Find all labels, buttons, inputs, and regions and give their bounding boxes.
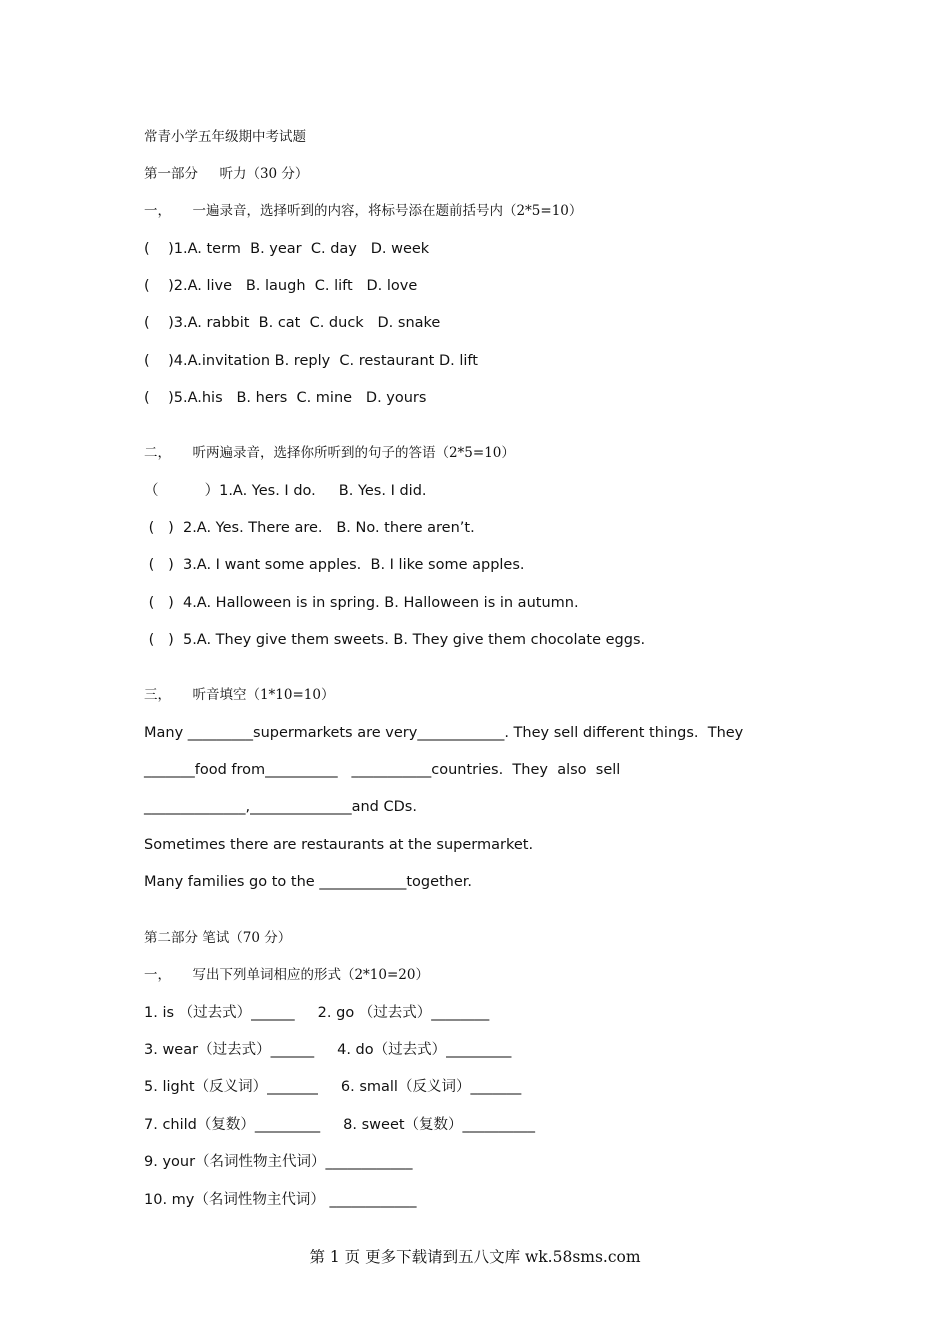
listening-choice-item: ( )5.A.his B. hers C. mine D. yours <box>144 390 427 406</box>
listening-choice-item: ( )1.A. term B. year C. day D. week <box>144 241 430 257</box>
response-choice-item: （ ）1.A. Yes. I do. B. Yes. I did. <box>144 483 427 499</box>
fill-blank-line: _______food from__________ ___________countries. They also sell <box>144 762 621 778</box>
page-title: 常青小学五年级期中考试题 <box>144 129 306 145</box>
word-form-item: 10. my（名词性物主代词） ____________ <box>144 1192 417 1208</box>
response-choice-item: ( ) 4.A. Halloween is in spring. B. Halloween is in autumn. <box>144 595 579 611</box>
fill-blank-line: Many families go to the ____________together. <box>144 874 473 890</box>
part2-heading: 第二部分 笔试（70 分） <box>144 930 292 946</box>
word-form-item: 1. is （过去式）______ 2. go （过去式）________ <box>144 1005 490 1021</box>
word-form-heading: 一， 写出下列单词相应的形式（2*10=20） <box>144 967 429 983</box>
response-choice-item: ( ) 2.A. Yes. There are. B. No. there aren’t. <box>144 520 475 536</box>
section3-heading: 三， 听音填空（1*10=10） <box>144 687 335 703</box>
listening-choice-item: ( )3.A. rabbit B. cat C. duck D. snake <box>144 315 441 331</box>
word-form-item: 5. light（反义词）_______ 6. small（反义词）_______ <box>144 1079 522 1095</box>
word-form-item: 9. your（名词性物主代词）____________ <box>144 1154 413 1170</box>
section2-heading: 二， 听两遍录音，选择你所听到的句子的答语（2*5=10） <box>144 445 515 461</box>
response-choice-item: ( ) 5.A. They give them sweets. B. They give them chocolate eggs. <box>144 632 646 648</box>
fill-blank-line: Many _________supermarkets are very____________. They sell different things. They <box>144 725 744 741</box>
section1-heading: 一， 一遍录音，选择听到的内容，将标号添在题前括号内（2*5=10） <box>144 203 583 219</box>
word-form-item: 7. child（复数）_________ 8. sweet（复数）__________ <box>144 1117 536 1133</box>
fill-blank-line: ______________,______________and CDs. <box>144 799 417 815</box>
response-choice-item: ( ) 3.A. I want some apples. B. I like some apples. <box>144 557 525 573</box>
word-form-item: 3. wear（过去式）______ 4. do（过去式）_________ <box>144 1042 512 1058</box>
part1-heading: 第一部分 听力（30 分） <box>144 166 309 182</box>
listening-choice-item: ( )4.A.invitation B. reply C. restaurant D. lift <box>144 353 478 369</box>
page-footer: 第 1 页 更多下载请到五八文库 wk.58sms.com <box>309 1248 641 1266</box>
listening-choice-item: ( )2.A. live B. laugh C. lift D. love <box>144 278 418 294</box>
fill-blank-line: Sometimes there are restaurants at the supermarket. <box>144 837 534 853</box>
